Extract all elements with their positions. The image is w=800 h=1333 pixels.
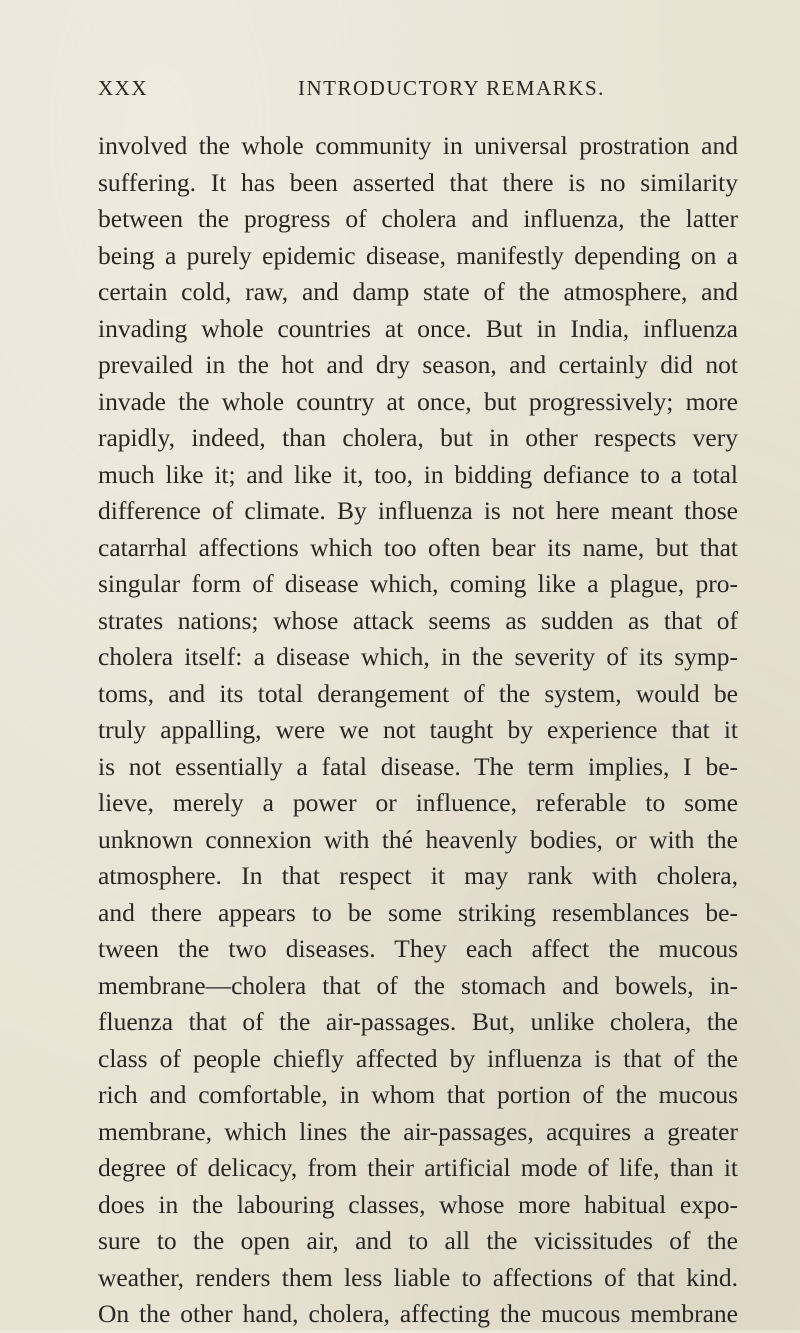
page-number: XXX <box>98 76 148 100</box>
text-line: On the other hand, cholera, affecting the mucous membrane <box>98 1299 738 1328</box>
running-head <box>98 76 733 106</box>
text-line: degree of delicacy, from their artificial mode of life, than it <box>98 1153 738 1182</box>
text-line: rich and comfortable, in whom that portion of the mucous <box>98 1080 738 1109</box>
text-line: and there appears to be some striking resemblances be- <box>98 897 738 927</box>
text-line: membrane—cholera that of the stomach and bowels, in- <box>98 970 738 1000</box>
text-line: weather, renders them less liable to affections of that kind. <box>98 1262 738 1292</box>
text-line: invade the whole country at once, but progressively; more <box>98 386 738 416</box>
text-line: strates nations; whose attack seems as sudden as that of <box>98 605 738 635</box>
text-line: cholera itself: a disease which, in the severity of its symp- <box>98 642 738 671</box>
text-line: fluenza that of the air-passages. But, unlike cholera, the <box>98 1007 738 1036</box>
text-line: between the progress of cholera and influenza, the latter <box>98 204 738 233</box>
text-line: invading whole countries at once. But in India, influenza <box>98 313 738 343</box>
text-line: is not essentially a fatal disease. The term implies, I be- <box>98 751 738 781</box>
body-text <box>98 128 738 1333</box>
text-line: much like it; and like it, too, in bidding defiance to a total <box>98 459 738 489</box>
text-line: tween the two diseases. They each affect the mucous <box>98 934 738 963</box>
text-line: atmosphere. In that respect it may rank with cholera, <box>98 861 738 890</box>
running-title: INTRODUCTORY REMARKS. <box>298 76 605 100</box>
text-line: unknown connexion with thé heavenly bodies, or with the <box>98 824 738 854</box>
text-line: suffering. It has been asserted that there is no similarity <box>98 167 738 197</box>
text-line: certain cold, raw, and damp state of the atmosphere, and <box>98 277 738 306</box>
text-line: difference of climate. By influenza is not here meant those <box>98 496 738 525</box>
text-line: lieve, merely a power or influence, referable to some <box>98 788 738 817</box>
text-line: membrane, which lines the air-passages, acquires a greater <box>98 1116 738 1146</box>
text-line: truly appalling, were we not taught by experience that it <box>98 715 738 744</box>
text-line: sure to the open air, and to all the vicissitudes of the <box>98 1226 738 1255</box>
text-line: does in the labouring classes, whose more habitual expo- <box>98 1189 738 1219</box>
text-line: class of people chiefly affected by influenza is that of the <box>98 1043 738 1073</box>
text-line: being a purely epidemic disease, manifestly depending on a <box>98 240 738 270</box>
text-line: singular form of disease which, coming like a plague, pro- <box>98 569 738 598</box>
text-line: catarrhal affections which too often bear its name, but that <box>98 532 738 562</box>
text-line: toms, and its total derangement of the system, would be <box>98 678 738 708</box>
text-line: prevailed in the hot and dry season, and certainly did not <box>98 350 738 379</box>
text-line: rapidly, indeed, than cholera, but in other respects very <box>98 423 738 452</box>
text-line: involved the whole community in universal prostration and <box>98 131 738 160</box>
